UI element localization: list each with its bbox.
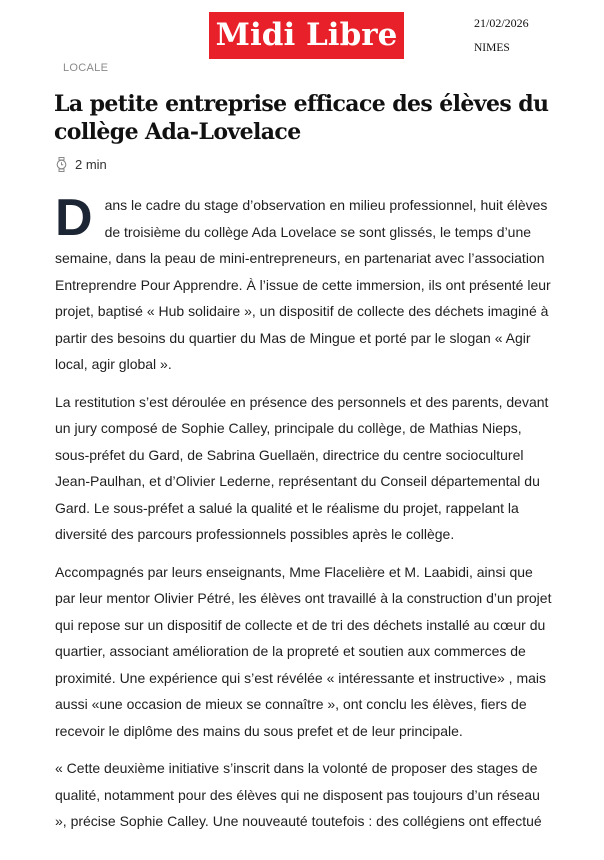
drop-cap: D — [55, 189, 93, 247]
article-title: La petite entreprise efficace des élèves du collège Ada-Lovelace — [54, 91, 549, 145]
read-time — [56, 157, 107, 172]
article-paragraph — [55, 189, 555, 378]
category-label[interactable]: LOCALE — [63, 62, 109, 74]
midi-libre-logo[interactable]: Midi Libre — [209, 12, 404, 59]
edition-city: NIMES — [474, 42, 510, 54]
article-paragraph: Accompagnés par leurs enseignants, Mme Flacelière et M. Laabidi, ainsi que par leur mentor Olivier Pétré, les élèves ont travaillé à la construction d’un projet qui repose sur un dispositif de collecte et de tri des déchets installé au cœur du quartier, associant amélioration de la propreté et soutien aux commerces de proximité. Une expérience qui s’est révélée « intéressante et instructive» , mais aussi «une occasion de mieux se connaître », ont conclu les élèves, fiers de recevoir le diplôme des mains du sous prefet et de leur principale. — [55, 563, 552, 739]
paragraph-text: ans le cadre du stage d’observation en milieu professionnel, huit élèves de troisième du collège Ada Lovelace se sont glissés, le temps d’une semaine, dans la peau de mini-entrepreneurs, en partenariat avec l’association Entreprendre Pour Apprendre. À l’issue de cette immersion, ils ont présenté leur projet, baptisé « Hub solidaire », un dispositif de collecte des déchets imaginé à partir des besoins du quartier du Mas de Mingue et porté par le slogan « Agir local, agir global ». — [55, 197, 551, 372]
article-paragraph: « Cette deuxième initiative s’inscrit dans la volonté de proposer des stages de qualité, notamment pour des élèves qui ne disposent pas toujours d’un réseau », précise Sophie Calley. Une nouveauté toutefois : des collégiens ont effectué — [55, 760, 542, 829]
read-time-value: 2 min — [75, 157, 107, 172]
masthead — [0, 0, 604, 60]
article-body — [55, 189, 555, 846]
publication-date: 21/02/2026 — [474, 16, 529, 30]
watch-icon — [56, 157, 67, 172]
article-paragraph: La restitution s’est déroulée en présence des personnels et des parents, devant un jury composé de Sophie Calley, principale du collège, de Mathias Nieps, sous-préfet du Gard, de Sabrina Guellaën, directrice du centre socioculturel Jean-Paulhan, et d’Olivier Lederne, représentant du Conseil départemental du Gard. Le sous-préfet a salué la qualité et le réalisme du projet, rappelant la diversité des parcours professionnels possibles après le collège. — [55, 393, 549, 542]
